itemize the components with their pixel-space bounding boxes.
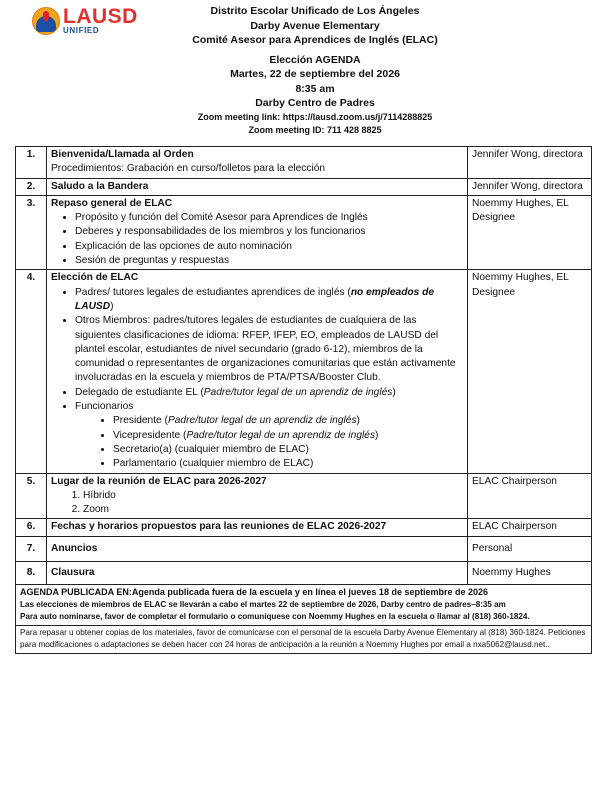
list-item: • Delegado de estudiante EL (Padre/tutor legal de un aprendiz de inglés)	[75, 386, 463, 400]
agenda-title: Elección AGENDA	[269, 53, 361, 66]
item-content	[47, 147, 468, 179]
bullet-list	[51, 211, 463, 268]
numbered-list	[51, 489, 463, 518]
list-item: • Explicación de las opciones de auto nominación	[75, 240, 463, 254]
item-content	[47, 270, 468, 473]
footer-notice	[16, 585, 592, 626]
nomination-notice: Para auto nominarse, favor de completar el formulario o comuníquese con Noemmy Hughes en la escuela o llamar al (818) 360-1824.	[20, 612, 530, 622]
logo-text: LAUSD	[63, 5, 138, 28]
bullet-list	[51, 286, 463, 415]
list-item: • Funcionarios	[75, 400, 463, 414]
district-name: Distrito Escolar Unificado de Los Ángeles	[210, 5, 420, 17]
agenda-row	[16, 536, 592, 561]
item-presenter: Jennifer Wong, directora	[468, 147, 592, 179]
item-content	[47, 562, 468, 585]
zoom-id: Zoom meeting ID: 711 428 8825	[248, 124, 382, 135]
item-content	[47, 536, 468, 561]
agenda-table	[15, 146, 592, 654]
item-title: Elección de ELAC	[51, 272, 139, 284]
item-title: Clausura	[51, 567, 95, 579]
committee-name: Comité Asesor para Aprendices de Inglés (ELAC)	[192, 34, 438, 46]
item-presenter: Personal	[468, 536, 592, 561]
list-item: 2. Zoom	[83, 503, 463, 517]
item-title: Saludo a la Bandera	[51, 180, 149, 192]
officer-list	[51, 414, 463, 471]
published-notice: AGENDA PUBLICADA EN:Agenda publicada fuera de la escuela y en línea el jueves 18 de septiembre de 2026	[20, 587, 488, 598]
zoom-link[interactable]: Zoom meeting link: https://lausd.zoom.us/j/7114288825	[197, 111, 433, 122]
item-content	[47, 473, 468, 519]
agenda-row	[16, 147, 592, 179]
item-number: 3.	[16, 195, 47, 269]
item-presenter: Noemmy Hughes, EL Designee	[468, 195, 592, 269]
footer-row	[16, 585, 592, 626]
item-number: 7.	[16, 536, 47, 561]
list-item: • Secretario(a) (cualquier miembro de ELAC)	[113, 443, 463, 457]
agenda-row	[16, 473, 592, 519]
list-item: 1. Híbrido	[83, 489, 463, 503]
elections-notice: Las elecciones de miembros de ELAC se llevarán a cabo el martes 22 de septiembre de 2026, Darby centro de padres–8:35 am	[20, 599, 506, 609]
logo-subtext: UNIFIED	[63, 26, 100, 35]
list-item: • Deberes y responsabilidades de los miembros y los funcionarios	[75, 225, 463, 239]
item-title: Fechas y horarios propuestos para las reuniones de ELAC 2026-2027	[51, 521, 387, 533]
item-presenter: ELAC Chairperson	[468, 519, 592, 536]
agenda-row	[16, 195, 592, 269]
item-number: 8.	[16, 562, 47, 585]
list-item: • Otros Miembros: padres/tutores legales de estudiantes de cualquiera de las siguientes clasificaciones de idioma: RFEP, IFEP, EO, empleados de LAUSD del plantel escolar, estudiantes de nivel secundario (grado 6-12), miembros de la comunidad o representantes de organizaciones comunitarias que están activamente involucradas en la escuela y miembros de PTA/PTSA/Booster Club.	[75, 314, 463, 385]
item-presenter: Noemmy Hughes, EL Designee	[468, 270, 592, 473]
agenda-row	[16, 178, 592, 195]
item-content	[47, 519, 468, 536]
list-item: • Presidente (Padre/tutor legal de un aprendiz de inglés)	[113, 414, 463, 428]
item-number: 5.	[16, 473, 47, 519]
document-header	[120, 4, 510, 137]
item-content	[47, 195, 468, 269]
item-number: 6.	[16, 519, 47, 536]
list-item: • Propósito y función del Comité Asesor para Aprendices de Inglés	[75, 211, 463, 225]
item-presenter: ELAC Chairperson	[468, 473, 592, 519]
item-number: 1.	[16, 147, 47, 179]
item-title: Bienvenida/Llamada al Orden	[51, 149, 194, 160]
item-detail: Procedimientos: Grabación en curso/folletos para la elección	[51, 163, 326, 175]
copies-notice: Para repasar u obtener copias de los materiales, favor de comunicarse con el personal de la escuela Darby Avenue Elementary al (818) 360-1824. Peticiones para modificaciones o adaptaciones se deben hacer con 24 horas de anticipación a la reunión a Noemmy Hughes por email a nxa5062@lausd.net..	[16, 625, 592, 653]
item-title: Anuncios	[51, 542, 98, 554]
meeting-location: Darby Centro de Padres	[255, 97, 375, 109]
list-item: • Vicepresidente (Padre/tutor legal de un aprendiz de inglés)	[113, 429, 463, 443]
item-title: Repaso general de ELAC	[51, 197, 173, 209]
footer-row	[16, 625, 592, 653]
list-item: • Parlamentario (cualquier miembro de ELAC)	[113, 457, 463, 471]
list-item: • Sesión de preguntas y respuestas	[75, 254, 463, 268]
list-item: • Padres/ tutores legales de estudiantes aprendices de inglés (no empleados de LAUSD)	[75, 286, 463, 315]
item-number: 2.	[16, 178, 47, 195]
item-presenter: Jennifer Wong, directora	[468, 178, 592, 195]
agenda-row	[16, 270, 592, 473]
item-title: Lugar de la reunión de ELAC para 2026-2027	[51, 475, 267, 487]
lausd-seal-icon	[32, 7, 60, 35]
meeting-time: 8:35 am	[295, 82, 335, 95]
agenda-row	[16, 562, 592, 585]
item-presenter: Noemmy Hughes	[468, 562, 592, 585]
agenda-row	[16, 519, 592, 536]
item-number: 4.	[16, 270, 47, 473]
meeting-date: Martes, 22 de septiembre del 2026	[230, 68, 400, 80]
school-name: Darby Avenue Elementary	[250, 19, 380, 32]
item-content	[47, 178, 468, 195]
